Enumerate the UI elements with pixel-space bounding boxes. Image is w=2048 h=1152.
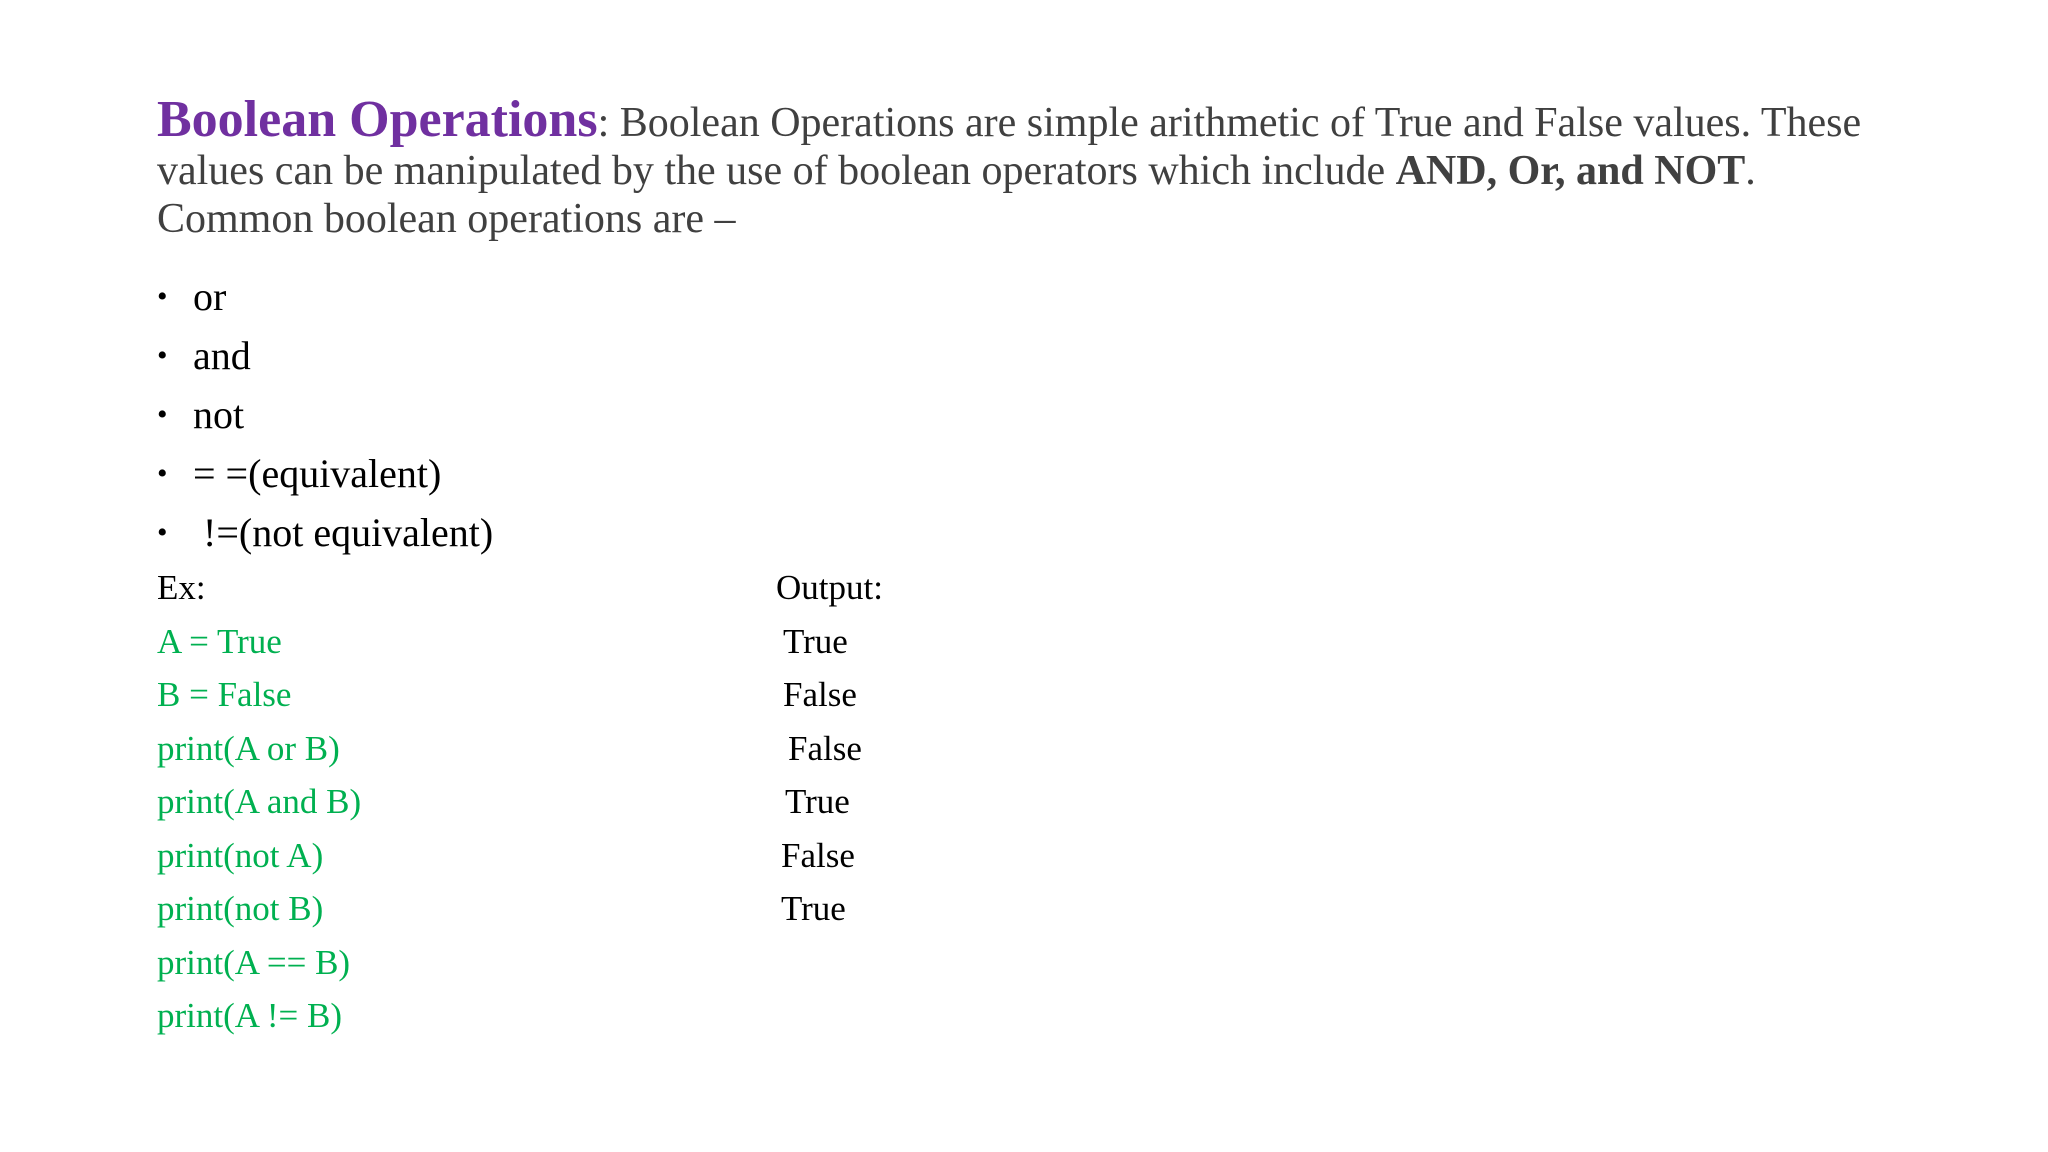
bullet-icon: • bbox=[157, 457, 168, 490]
list-item-label: !=(not equivalent) bbox=[193, 510, 494, 555]
output-value: True bbox=[785, 782, 850, 821]
output-value: False bbox=[788, 728, 862, 768]
output-value: True bbox=[781, 889, 846, 928]
bullet-icon: • bbox=[157, 339, 168, 372]
slide-heading: Boolean Operations bbox=[157, 91, 598, 148]
code-line: print(A != B) bbox=[157, 996, 342, 1035]
code-row bbox=[157, 885, 1057, 939]
output-value: False bbox=[783, 675, 857, 714]
list-item bbox=[157, 330, 493, 389]
code-row bbox=[157, 939, 1057, 993]
list-item-label: not bbox=[193, 392, 245, 437]
output-label: Output: bbox=[776, 568, 883, 607]
code-line: A = True bbox=[157, 621, 282, 661]
example-header-row bbox=[157, 564, 1057, 618]
intro-paragraph bbox=[157, 91, 1917, 243]
operators-text: AND, Or, and NOT bbox=[1395, 148, 1746, 194]
example-label: Ex: bbox=[157, 568, 206, 607]
output-value: True bbox=[783, 621, 848, 661]
list-item-label: or bbox=[193, 274, 227, 319]
bullet-icon: • bbox=[157, 398, 168, 431]
code-line: print(not B) bbox=[157, 889, 324, 928]
code-row bbox=[157, 778, 1057, 832]
bullet-icon: • bbox=[157, 516, 168, 549]
code-row bbox=[157, 671, 1057, 725]
code-line: print(A and B) bbox=[157, 782, 362, 821]
operations-list bbox=[157, 271, 493, 566]
intro-text-end: . Common boolean operations are – bbox=[157, 148, 1756, 242]
list-item-label: = =(equivalent) bbox=[193, 451, 442, 496]
code-row bbox=[157, 992, 1057, 1046]
list-item-label: and bbox=[193, 333, 251, 378]
code-line: B = False bbox=[157, 675, 292, 714]
output-value: False bbox=[781, 835, 855, 875]
code-row bbox=[157, 725, 1057, 779]
example-block bbox=[157, 564, 1057, 1046]
list-item bbox=[157, 271, 493, 330]
bullet-icon: • bbox=[157, 280, 168, 313]
code-line: print(A == B) bbox=[157, 942, 351, 982]
list-item bbox=[157, 507, 493, 566]
list-item bbox=[157, 389, 493, 448]
list-item bbox=[157, 448, 493, 507]
code-line: print(A or B) bbox=[157, 728, 340, 768]
code-row bbox=[157, 832, 1057, 886]
code-row bbox=[157, 618, 1057, 672]
code-line: print(not A) bbox=[157, 835, 324, 875]
intro-text: : Boolean Operations are simple arithmetic of True and False values. These values can be manipulated by the use of boolean operators which include bbox=[157, 100, 1862, 194]
